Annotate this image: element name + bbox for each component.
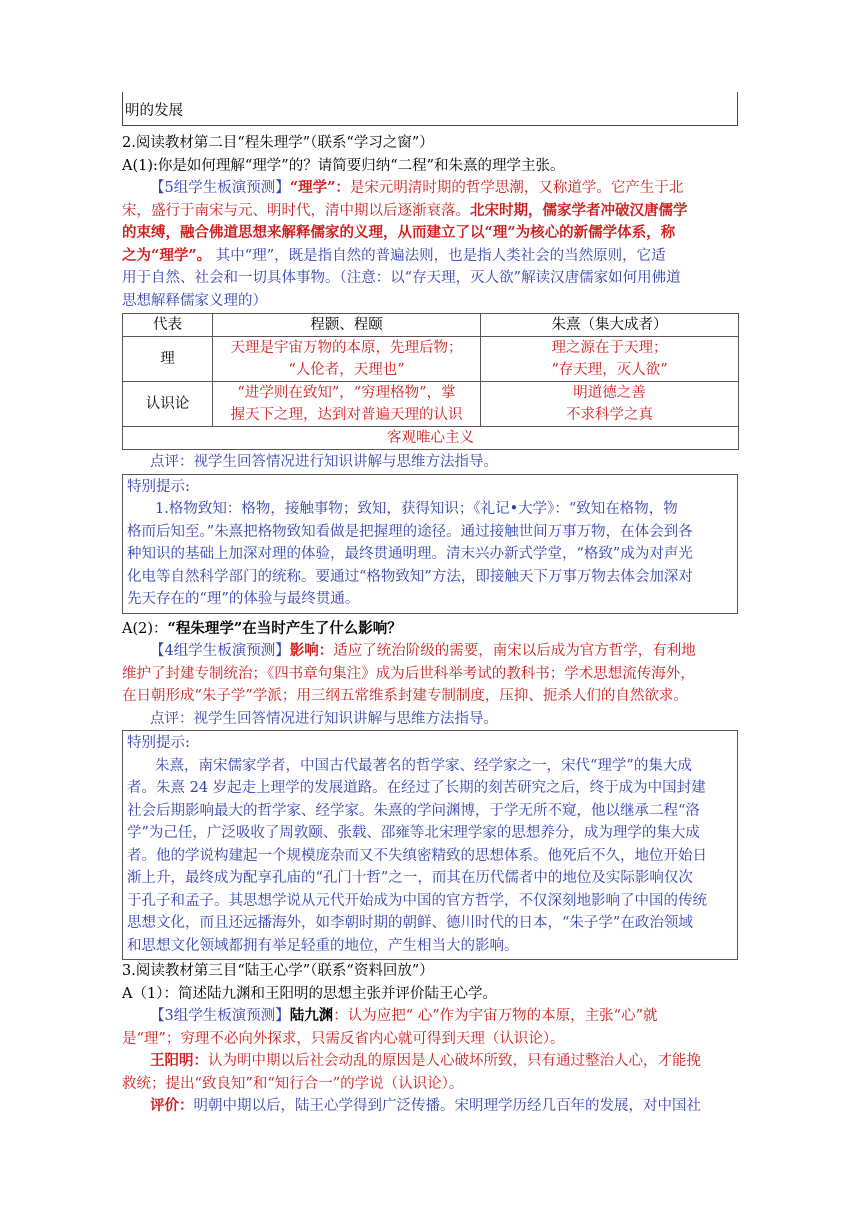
cell-line: “存天理，灭人欲” bbox=[551, 362, 668, 378]
answer-fragment: 思想解释儒家义理的） bbox=[122, 292, 267, 309]
answer-line bbox=[122, 245, 738, 268]
tip-line: 思想文化，而且还远播海外，如李朝时期的朝鲜、德川时代的日本，“朱子学”在政治领域 bbox=[127, 915, 693, 931]
continued-text: 明的发展 bbox=[125, 103, 183, 119]
answer-line bbox=[122, 177, 738, 200]
comment-1: 点评：视学生回答情况进行知识讲解与思维方法指导。 bbox=[150, 454, 498, 470]
answer-line: 救统；提出“致良知”和“知行合一”的学说（认识论）。 bbox=[122, 1075, 464, 1092]
section-3-heading: 3.阅读教材第三目“陆王心学”（联系“资料回放”） bbox=[122, 963, 434, 979]
answer-fragment: 用于自然、社会和一切具体事物。（注意：以“存天理，灭人欲”解读汉唐儒家如何用佛道 bbox=[122, 270, 681, 286]
group-tag: 【3组学生板演预测】 bbox=[150, 1008, 290, 1024]
answer-line bbox=[122, 222, 738, 245]
tip-line: 和思想文化领域都拥有举足轻重的地位，产生相当大的影响。 bbox=[127, 937, 519, 954]
answer-line bbox=[122, 290, 738, 313]
answer-a1 bbox=[122, 177, 738, 312]
answer-fragment: 宋，盛行于南宋与元、明时代，清中期以后逐渐衰落。 bbox=[122, 202, 470, 219]
tip-line: 渐上升，最终成为配享孔庙的“孔门十哲”之一，而其在历代儒者中的地位及实际影响仅次 bbox=[127, 870, 693, 886]
cell-line: 不求科学之真 bbox=[566, 407, 653, 423]
answer-wang bbox=[122, 1050, 738, 1073]
question-text: “程朱理学”在当时产生了什么影响？ bbox=[167, 619, 402, 637]
eval-label: 评价： bbox=[150, 1097, 194, 1114]
table-row bbox=[123, 382, 739, 427]
cell-line: “人伦者，天理也” bbox=[288, 362, 405, 378]
answer-lead: 影响： bbox=[289, 642, 334, 659]
table-footer-row bbox=[123, 427, 739, 450]
answer-line: 是“理”；穷理不必向外探求，只需反省内心就可得到天理（认识论）。 bbox=[122, 1030, 565, 1047]
tip-line: 者。他的学说构建起一个规模庞杂而又不失缜密精致的思想体系。他死后不久，地位开始日 bbox=[127, 847, 707, 864]
evaluation bbox=[122, 1095, 738, 1118]
tip-line: 社会后期影响最大的哲学家、经学家。朱熹的学问渊博，于学无所不窥，他以继承二程“洛 bbox=[127, 802, 700, 819]
row-label: 认识论 bbox=[123, 382, 213, 427]
answer-line: ：认为应把“ 心”作为宇宙万物的本原，主张“心”就 bbox=[333, 1008, 658, 1024]
answer-line bbox=[122, 267, 738, 290]
table-cell bbox=[213, 382, 481, 427]
answer-fragment: 是宋元明清时期的哲学思潮，又称道学。它产生于北 bbox=[349, 180, 684, 196]
cell-line: 握天下之理，达到对普遍天理的认识 bbox=[230, 407, 463, 423]
answer-fragment: “理学”： bbox=[289, 179, 350, 196]
tip-line: 化电等自然科学部门的统称。要通过“格物致知”方法，即接触天下万事万物去体会加深对 bbox=[127, 568, 693, 585]
answer-line: 认为明中期以后社会动乱的原因是人心破坏所致，只有通过整治人心，才能挽 bbox=[208, 1053, 701, 1069]
tip-line: 于孔子和孟子。其思想学说从元代开始成为中国的官方哲学，不仅深刻地影响了中国的传统 bbox=[127, 892, 707, 909]
answer-fragment: 的束缚，融合佛道思想来解释儒家的义理，从而建立了以“理”为核心的新儒学体系，称 bbox=[122, 224, 676, 241]
question-b1: A（1）：简述陆九渊和王阳明的思想主张并评价陆王心学。 bbox=[122, 985, 497, 1002]
eval-line: 明朝中期以后，陆王心学得到广泛传播。宋明理学历经几百年的发展，对中国社 bbox=[193, 1098, 701, 1114]
table-footer: 客观唯心主义 bbox=[123, 427, 739, 450]
table-header-row bbox=[123, 314, 739, 337]
table-cell bbox=[481, 382, 739, 427]
answer-line bbox=[122, 200, 738, 223]
person-name: 陆九渊 bbox=[289, 1007, 334, 1024]
cell-line: 天理是宇宙万物的本原，先理后物； bbox=[230, 340, 463, 356]
group-tag: 【4组学生板演预测】 bbox=[150, 643, 290, 659]
answer-line: 适应了统治阶级的需要，南宋以后成为官方哲学，有利地 bbox=[333, 643, 696, 659]
tip-line: 者。朱熹 24 岁起走上理学的发展道路。在经过了长期的刻苦研究之后，终于成为中国封建 bbox=[127, 780, 706, 796]
tip-line: 学”为己任，广泛吸收了周敦颐、张载、邵雍等北宋理学家的思想养分，成为理学的集大成 bbox=[127, 825, 700, 841]
tip-title: 特别提示: bbox=[127, 478, 190, 495]
comment-2: 点评：视学生回答情况进行知识讲解与思维方法指导。 bbox=[150, 710, 498, 727]
answer-line: 在日朝形成“朱子学”学派；用三纲五常维系封建专制制度，压抑、扼杀人们的自然欲求。 bbox=[122, 688, 688, 704]
question-a1: A(1):你是如何理解“理学”的？请简要归纳“二程”和朱熹的理学主张。 bbox=[122, 157, 565, 174]
tip-box-2 bbox=[122, 730, 738, 960]
answer-b1 bbox=[122, 1005, 738, 1028]
answer-a2 bbox=[122, 640, 738, 663]
tip-line: 1.格物致知：格物，接触事物；致知，获得知识；《礼记•大学》：“致知在格物，物 bbox=[155, 501, 678, 517]
tip-box-1 bbox=[122, 474, 738, 614]
section-2-heading: 2.阅读教材第二目“程朱理学”（联系“学习之窗”） bbox=[122, 135, 434, 151]
cell-line: 明道德之善 bbox=[573, 385, 646, 401]
tip-line: 朱熹，南宋儒家学者，中国古代最著名的哲学家、经学家之一，宋代“理学”的集大成 bbox=[155, 757, 692, 774]
question-prefix: A(2)： bbox=[122, 620, 168, 637]
cell-line: 理之源在于天理； bbox=[551, 340, 668, 356]
tip-line: 格而后知至。”朱熹把格物致知看做是把握理的途径。通过接触世间万事万物，在体会到各 bbox=[127, 523, 693, 540]
table-header: 程颢、程颐 bbox=[213, 314, 481, 337]
group-tag: 【5组学生板演预测】 bbox=[150, 180, 290, 196]
answer-line: 维护了封建专制统治；《四书章句集注》成为后世科举考试的教科书；学术思想流传海外， bbox=[122, 665, 695, 682]
person-name: 王阳明： bbox=[150, 1052, 208, 1069]
table-header: 朱熹（集大成者） bbox=[481, 314, 739, 337]
cell-line: “进学则在致知”，“穷理格物”，掌 bbox=[237, 385, 456, 401]
question-a2 bbox=[122, 618, 738, 641]
table-cell bbox=[481, 337, 739, 382]
tip-line: 先天存在的“理”的体验与最终贯通。 bbox=[127, 591, 360, 607]
table-cell bbox=[213, 337, 481, 382]
answer-fragment: 之为“理学”。 bbox=[122, 246, 212, 264]
tip-title: 特别提示: bbox=[127, 735, 190, 751]
continued-box bbox=[122, 92, 738, 126]
answer-fragment: 北宋时期，儒家学者冲破汉唐儒学 bbox=[470, 201, 688, 219]
answer-fragment: 其中“理”，既是指自然的普遍法则，也是指人类社会的当然原则，它适 bbox=[211, 247, 666, 264]
comparison-table bbox=[122, 313, 739, 450]
table-header: 代表 bbox=[123, 314, 213, 337]
tip-line: 种知识的基础上加深对理的体验，最终贯通明理。清末兴办新式学堂，“格致”成为对声光 bbox=[127, 546, 693, 562]
table-row bbox=[123, 337, 739, 382]
section-2 bbox=[122, 132, 738, 1118]
row-label: 理 bbox=[123, 337, 213, 382]
